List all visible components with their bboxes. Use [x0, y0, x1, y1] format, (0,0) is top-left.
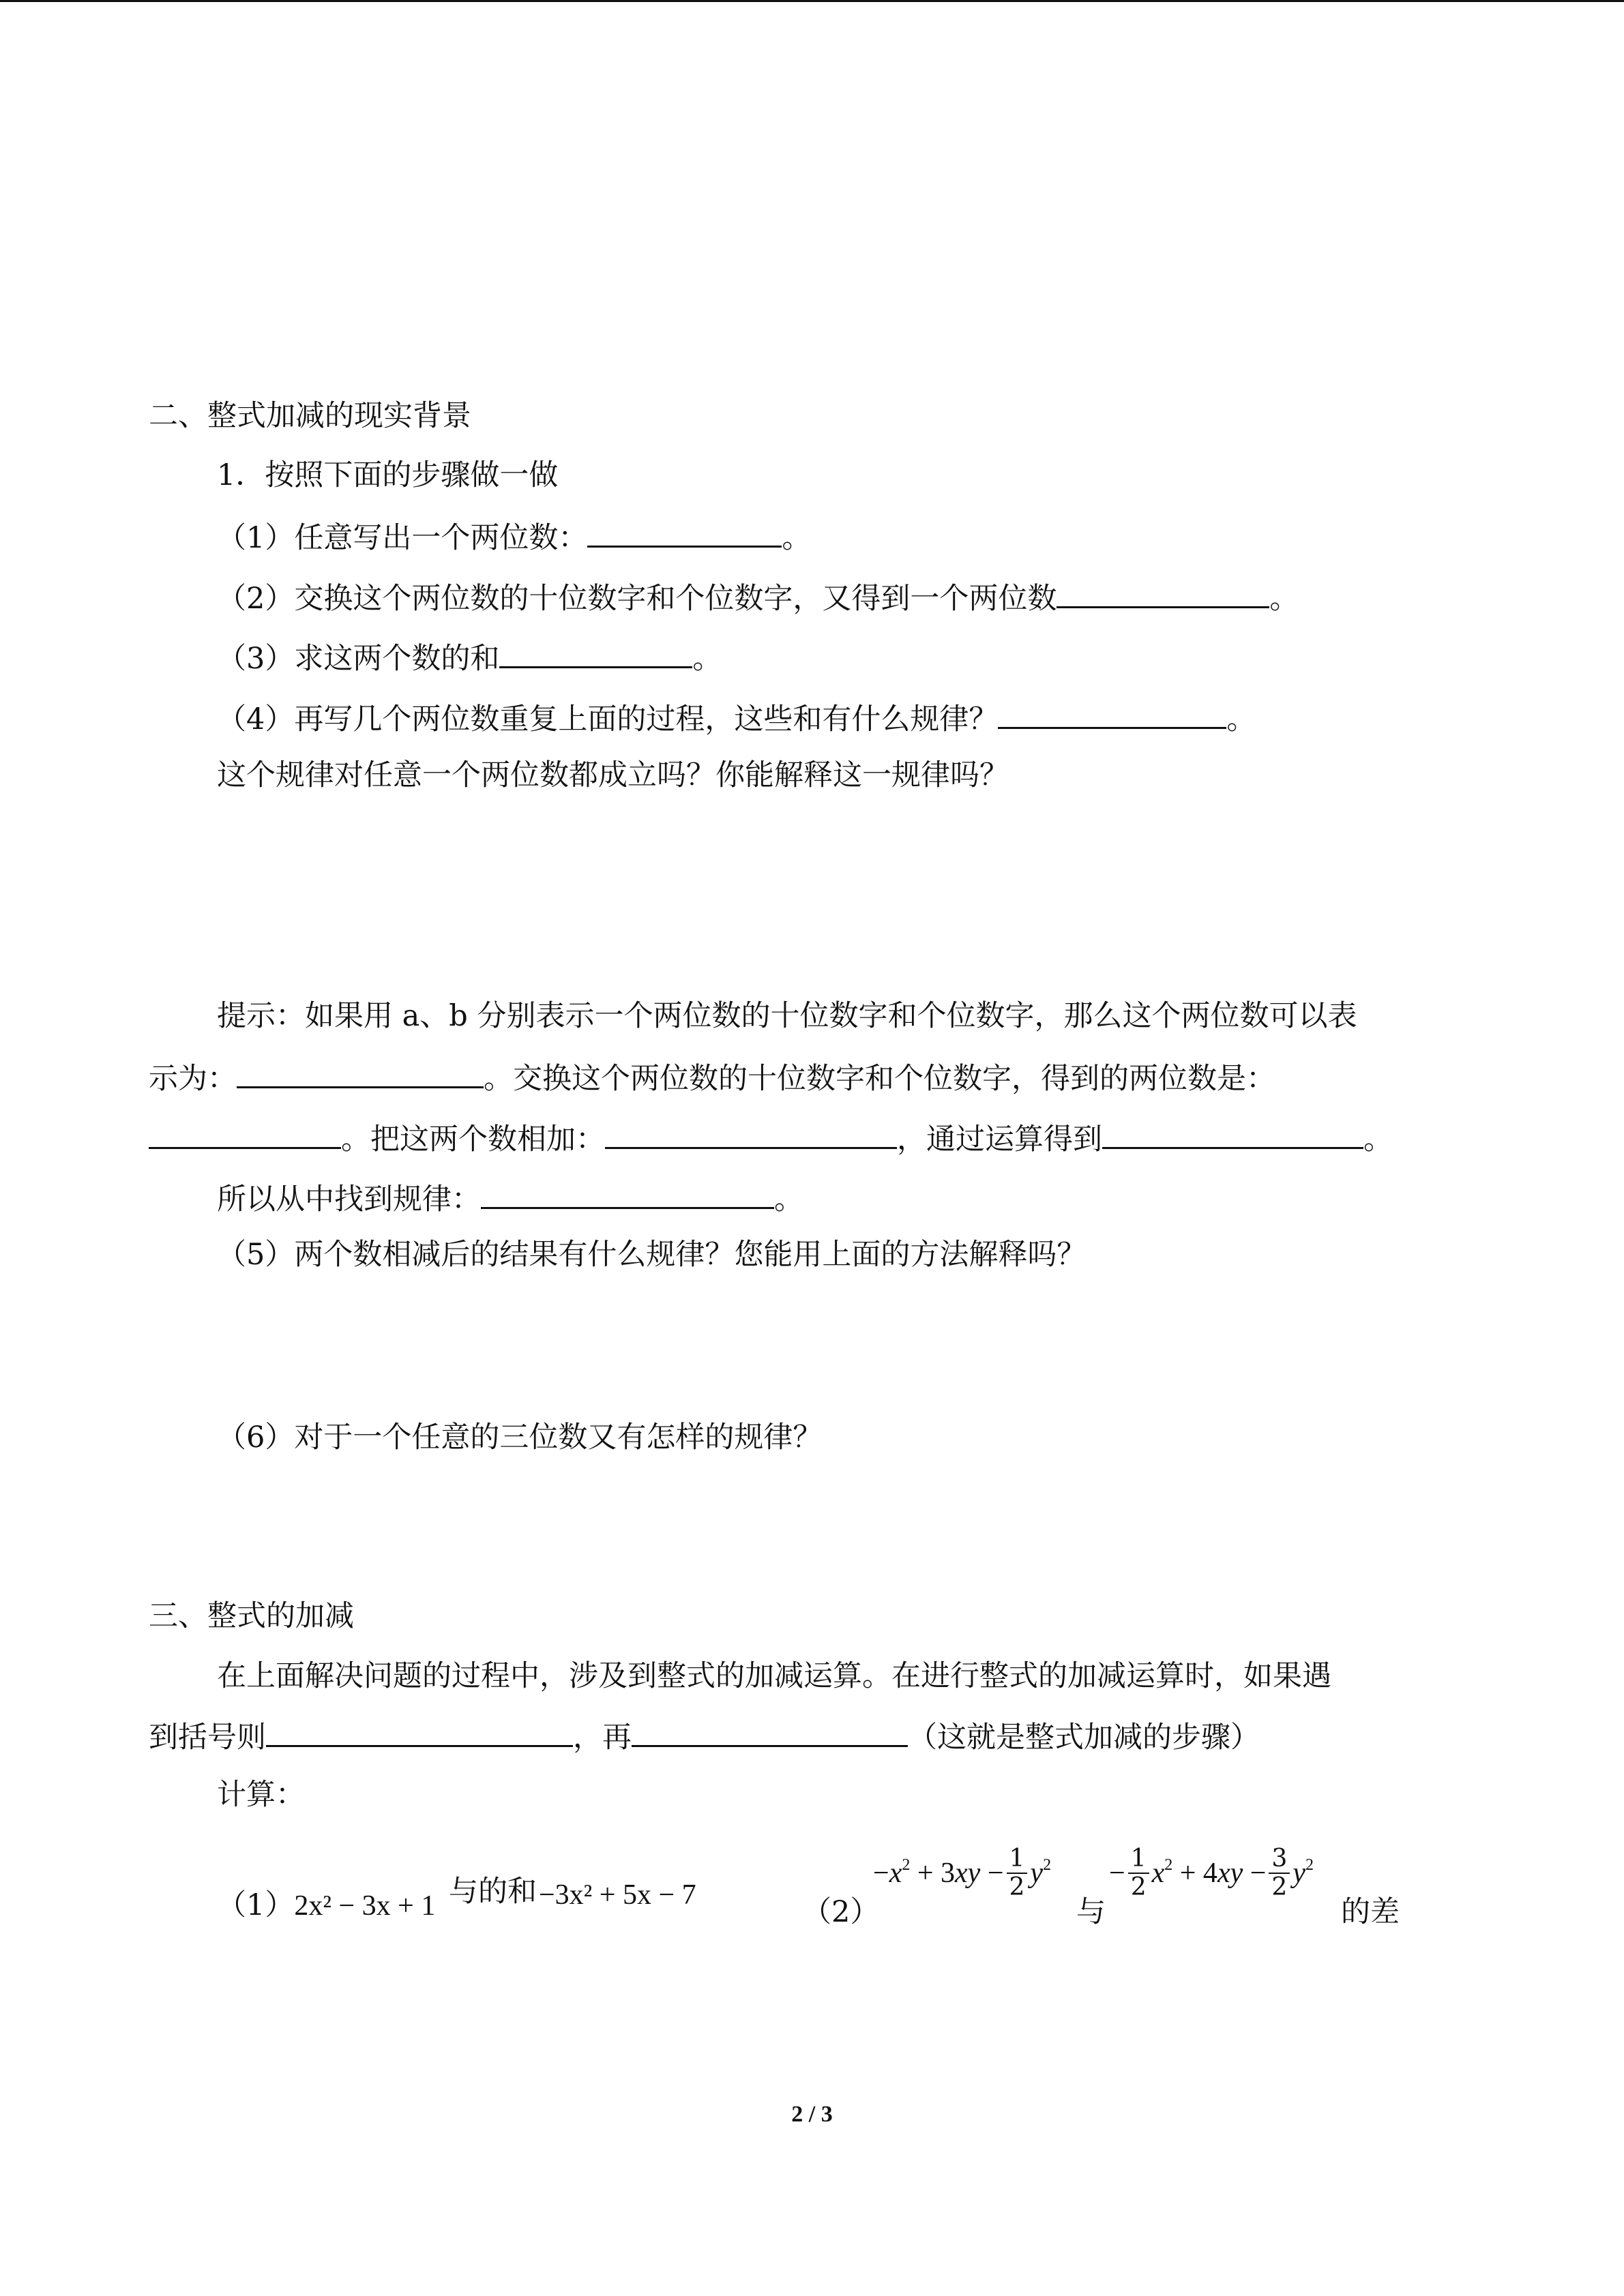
section3-paragraph-line-2: 到括号则 ，再 （这就是整式加减的步骤） — [149, 1715, 1260, 1758]
answer-blank[interactable] — [1057, 576, 1269, 608]
rule-line: 所以从中找到规律： 。 — [217, 1177, 803, 1220]
answer-blank[interactable] — [605, 1117, 897, 1149]
step-5: （5）两个数相减后的结果有什么规律？您能用上面的方法解释吗？ — [217, 1238, 1087, 1272]
section3-heading: 三、整式的加减 — [149, 1599, 354, 1633]
page-number: 2 / 3 — [791, 2102, 833, 2127]
hint-line-3: 。把这两个数相加： ，通过运算得到 。 — [149, 1117, 1393, 1160]
calc-label: 计算： — [217, 1778, 305, 1812]
answer-blank[interactable] — [1102, 1117, 1363, 1149]
answer-blank[interactable] — [587, 516, 782, 548]
problem-1: （1）2x² − 3x + 1 — [217, 1888, 436, 1922]
hint-line-2: 示为： 。交换这个两位数的十位数字和个位数字，得到的两位数是： — [149, 1056, 1275, 1099]
top-border — [0, 0, 1624, 2]
p2-expression-b: − $\frac{1}{2}$ $x^2 + 4xy$ − $\frac{3}{2}$ $y^2$ — [1109, 1845, 1314, 1901]
step-2: （2）交换这个两位数的十位数字和个位数字，又得到一个两位数 。 — [217, 576, 1299, 619]
problem-2-join: 与 — [1076, 1895, 1106, 1929]
question-1-title: 1．按照下面的步骤做一做 — [217, 458, 559, 492]
step-4: （4）再写几个两位数重复上面的过程，这些和有什么规律？ 。 — [217, 697, 1256, 740]
problem-2-tail: 的差 — [1341, 1895, 1400, 1929]
p1-expression-a: 2x² − 3x + 1 — [294, 1890, 436, 1922]
problem-1-join: 与的和 — [449, 1875, 537, 1909]
answer-blank[interactable] — [499, 636, 692, 668]
step-3: （3）求这两个数的和 。 — [217, 636, 722, 679]
hint-line-1: 提示：如果用 a、b 分别表示一个两位数的十位数字和个位数字，那么这个两位数可以表 — [217, 999, 1357, 1033]
answer-blank[interactable] — [237, 1056, 484, 1088]
section3-paragraph-line-1: 在上面解决问题的过程中，涉及到整式的加减运算。在进行整式的加减运算时，如果遇 — [217, 1659, 1331, 1693]
section2-heading: 二、整式加减的现实背景 — [149, 399, 471, 433]
problem-1-expr-b: −3x² + 5x − 7 — [539, 1879, 696, 1911]
p2-expression-a: $-x^2 + 3xy$ − $\frac{1}{2}$ $y^2$ — [873, 1845, 1052, 1901]
step-1: （1）任意写出一个两位数： 。 — [217, 516, 811, 558]
problem-2-label: （2） — [802, 1895, 880, 1929]
answer-blank[interactable] — [632, 1715, 908, 1747]
answer-blank[interactable] — [266, 1715, 573, 1747]
step-6: （6）对于一个任意的三位数又有怎样的规律？ — [217, 1420, 823, 1455]
answer-blank[interactable] — [481, 1177, 774, 1209]
rule-question: 这个规律对任意一个两位数都成立吗？你能解释这一规律吗？ — [217, 758, 1009, 792]
answer-blank[interactable] — [998, 697, 1226, 729]
answer-blank[interactable] — [149, 1117, 341, 1149]
